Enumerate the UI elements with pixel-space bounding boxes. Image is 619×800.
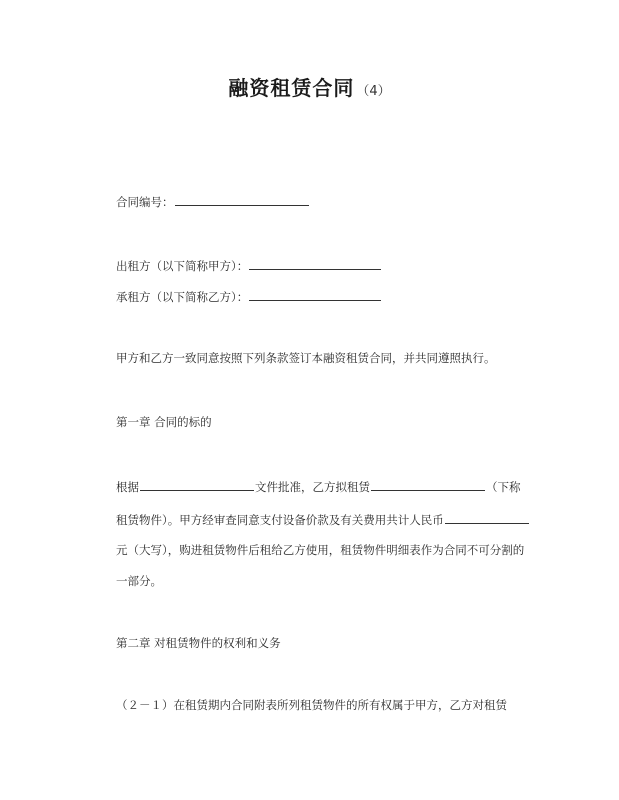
lessee-label: 承租方（以下简称乙方）： bbox=[116, 290, 249, 304]
intro-paragraph: 甲方和乙方一致同意按照下列条款签订本融资租赁合同，并共同遵照执行。 bbox=[116, 351, 496, 365]
chapter-1-line-4: 一部分。 bbox=[116, 574, 162, 588]
approval-document-blank[interactable] bbox=[140, 478, 254, 491]
clause-2-1: （２－１）在租赁期内合同附表所列租赁物件的所有权属于甲方，乙方对租赁 bbox=[116, 698, 507, 712]
lessor-row bbox=[116, 257, 382, 274]
text-segment: 根据 bbox=[116, 480, 139, 494]
contract-number-blank[interactable] bbox=[175, 193, 309, 206]
lessor-label: 出租方（以下简称甲方）： bbox=[116, 259, 249, 273]
contract-number-label: 合同编号： bbox=[116, 195, 174, 209]
title-text: 融资租赁合同 bbox=[228, 76, 355, 100]
text-segment: （下称 bbox=[486, 480, 521, 494]
chapter-1-line-1 bbox=[116, 478, 521, 495]
text-segment: 文件批准，乙方拟租赁 bbox=[255, 480, 370, 494]
document-title bbox=[0, 72, 619, 101]
lessee-row bbox=[116, 288, 382, 305]
lessee-blank[interactable] bbox=[249, 288, 381, 301]
text-segment: 租赁物件）。甲方经审查同意支付设备价款及有关费用共计人民币 bbox=[116, 513, 444, 527]
contract-number-row bbox=[116, 193, 310, 210]
leased-item-blank[interactable] bbox=[371, 478, 485, 491]
chapter-1-heading: 第一章 合同的标的 bbox=[116, 415, 212, 429]
lessor-blank[interactable] bbox=[249, 257, 381, 270]
chapter-2-heading: 第二章 对租赁物件的权利和义务 bbox=[116, 636, 281, 650]
title-suffix: （4） bbox=[356, 84, 391, 99]
amount-blank[interactable] bbox=[445, 511, 529, 524]
chapter-1-line-3: 元（大写），购进租赁物件后租给乙方使用，租赁物件明细表作为合同不可分割的 bbox=[116, 543, 525, 557]
chapter-1-line-2 bbox=[116, 511, 530, 528]
